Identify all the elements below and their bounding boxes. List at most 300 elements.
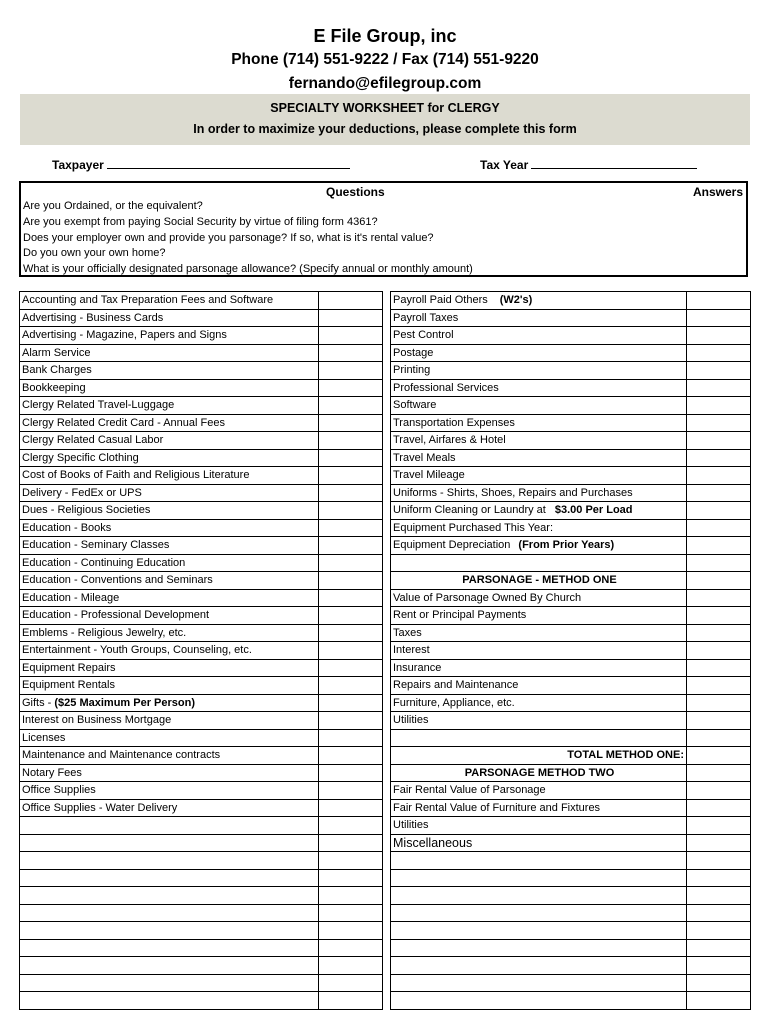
left-row xyxy=(20,747,383,765)
left-row xyxy=(20,869,383,887)
left-row xyxy=(20,992,383,1010)
right-label-travel-meals xyxy=(391,449,687,467)
worksheet-banner xyxy=(20,94,750,145)
left-label-blank-34 xyxy=(20,887,319,905)
right-item-text: Equipment Purchased This Year: xyxy=(393,521,554,534)
left-label-blank-32 xyxy=(20,852,319,870)
left-item-text: Cost of Books of Faith and Religious Literature xyxy=(22,469,250,482)
right-label-payroll-paid-others xyxy=(391,292,687,310)
right-answer-cell[interactable] xyxy=(687,379,751,397)
right-label-total-method-one xyxy=(391,747,687,765)
left-answer-cell[interactable] xyxy=(319,659,383,677)
right-label-interest xyxy=(391,642,687,660)
left-item-text: Alarm Service xyxy=(22,346,91,359)
expenses-table-left xyxy=(19,291,383,1010)
right-row xyxy=(391,292,751,310)
right-row xyxy=(391,327,751,345)
right-item-text: Postage xyxy=(393,346,434,359)
left-row xyxy=(20,607,383,625)
left-row xyxy=(20,712,383,730)
tax-year-field[interactable] xyxy=(480,157,697,172)
right-answer-cell[interactable] xyxy=(687,782,751,800)
right-label-printing xyxy=(391,362,687,380)
tax-year-label: Tax Year xyxy=(480,158,529,172)
left-row xyxy=(20,362,383,380)
left-row xyxy=(20,327,383,345)
right-item-text: PARSONAGE METHOD TWO xyxy=(464,766,615,779)
right-answer-cell[interactable] xyxy=(687,502,751,520)
laundry-rate-note: $3.00 Per Load xyxy=(554,504,633,517)
left-item-text: Equipment Rentals xyxy=(22,679,115,692)
left-row xyxy=(20,309,383,327)
left-label-office-supplies xyxy=(20,782,319,800)
left-answer-cell[interactable] xyxy=(319,764,383,782)
right-row xyxy=(391,537,751,555)
left-answer-cell[interactable] xyxy=(319,344,383,362)
right-row xyxy=(391,607,751,625)
left-row xyxy=(20,817,383,835)
left-answer-cell[interactable] xyxy=(319,869,383,887)
left-label-accounting-and-tax-preparation-fees-and-software xyxy=(20,292,319,310)
left-label-advertising-business-cards xyxy=(20,309,319,327)
right-item-text: Uniform Cleaning or Laundry at xyxy=(393,504,546,517)
right-row xyxy=(391,957,751,975)
left-row xyxy=(20,694,383,712)
left-row xyxy=(20,519,383,537)
right-row xyxy=(391,869,751,887)
right-label-parsonage-method-one xyxy=(391,572,687,590)
right-item-text: Travel, Airfares & Hotel xyxy=(393,434,506,447)
left-label-blank-37 xyxy=(20,939,319,957)
question-ordained: Are you Ordained, or the equivalent? xyxy=(23,200,203,212)
left-row xyxy=(20,729,383,747)
left-label-notary-fees xyxy=(20,764,319,782)
left-row xyxy=(20,554,383,572)
right-row xyxy=(391,467,751,485)
left-label-bookkeeping xyxy=(20,379,319,397)
right-row xyxy=(391,502,751,520)
left-answer-cell[interactable] xyxy=(319,939,383,957)
right-label-software xyxy=(391,397,687,415)
left-label-blank-40 xyxy=(20,992,319,1010)
right-item-text: Professional Services xyxy=(393,381,499,394)
left-label-blank-39 xyxy=(20,974,319,992)
right-answer-cell[interactable] xyxy=(687,869,751,887)
left-label-advertising-magazine-papers-and-signs xyxy=(20,327,319,345)
left-answer-cell[interactable] xyxy=(319,782,383,800)
right-answer-cell[interactable] xyxy=(687,939,751,957)
right-row xyxy=(391,589,751,607)
right-row xyxy=(391,992,751,1010)
company-name: E File Group, inc xyxy=(313,26,457,46)
right-label-blank-37 xyxy=(391,939,687,957)
left-label-blank-30 xyxy=(20,817,319,835)
left-row xyxy=(20,887,383,905)
right-answer-cell[interactable] xyxy=(687,414,751,432)
left-item-text: Emblems - Religious Jewelry, etc. xyxy=(22,626,187,639)
right-answer-cell[interactable] xyxy=(687,362,751,380)
right-label-blank-33 xyxy=(391,869,687,887)
right-answer-cell[interactable] xyxy=(687,519,751,537)
left-item-text: Education - Books xyxy=(22,521,112,534)
right-row xyxy=(391,747,751,765)
right-row xyxy=(391,939,751,957)
left-answer-cell[interactable] xyxy=(319,852,383,870)
right-label-equipment-purchased-this-year xyxy=(391,519,687,537)
left-row xyxy=(20,449,383,467)
left-item-text: Office Supplies - Water Delivery xyxy=(22,801,178,814)
left-row xyxy=(20,537,383,555)
left-item-text: Education - Professional Development xyxy=(22,609,210,622)
right-item-text: TOTAL METHOD ONE: xyxy=(567,749,684,762)
left-answer-cell[interactable] xyxy=(319,379,383,397)
left-item-text: Advertising - Magazine, Papers and Signs xyxy=(22,329,227,342)
right-label-blank-38 xyxy=(391,957,687,975)
right-answer-cell[interactable] xyxy=(687,327,751,345)
taxpayer-label: Taxpayer xyxy=(52,158,104,172)
right-label-pest-control xyxy=(391,327,687,345)
right-label-professional-services xyxy=(391,379,687,397)
right-answer-cell[interactable] xyxy=(687,729,751,747)
left-label-cost-of-books-of-faith-and-religious-literature xyxy=(20,467,319,485)
left-label-equipment-repairs xyxy=(20,659,319,677)
right-label-blank-34 xyxy=(391,887,687,905)
left-label-clergy-related-credit-card-annual-fees xyxy=(20,414,319,432)
right-item-text: Payroll Paid Others xyxy=(393,294,488,307)
left-item-text: Bank Charges xyxy=(22,364,92,377)
left-row xyxy=(20,922,383,940)
left-label-blank-35 xyxy=(20,904,319,922)
left-row xyxy=(20,502,383,520)
left-answer-cell[interactable] xyxy=(319,712,383,730)
right-answer-cell[interactable] xyxy=(687,607,751,625)
left-label-clergy-related-travel-luggage xyxy=(20,397,319,415)
right-row xyxy=(391,834,751,852)
left-answer-cell[interactable] xyxy=(319,957,383,975)
right-label-fair-rental-value-of-parsonage xyxy=(391,782,687,800)
left-answer-cell[interactable] xyxy=(319,432,383,450)
right-answer-cell[interactable] xyxy=(687,834,751,852)
right-answer-cell[interactable] xyxy=(687,467,751,485)
left-item-text: Entertainment - Youth Groups, Counseling, etc. xyxy=(22,644,252,657)
company-phone-fax: Phone (714) 551-9222 / Fax (714) 551-9220 xyxy=(231,51,539,68)
left-label-gifts xyxy=(20,694,319,712)
left-answer-cell[interactable] xyxy=(319,887,383,905)
right-item-text: Repairs and Maintenance xyxy=(393,679,519,692)
right-item-text: Transportation Expenses xyxy=(393,416,515,429)
left-item-text: Delivery - FedEx or UPS xyxy=(22,486,142,499)
left-row xyxy=(20,974,383,992)
right-label-furniture-appliance-etc xyxy=(391,694,687,712)
left-row xyxy=(20,764,383,782)
left-item-text: Accounting and Tax Preparation Fees and Software xyxy=(22,294,274,307)
left-answer-cell[interactable] xyxy=(319,642,383,660)
right-row xyxy=(391,449,751,467)
right-answer-cell[interactable] xyxy=(687,764,751,782)
right-answer-cell[interactable] xyxy=(687,537,751,555)
right-answer-cell[interactable] xyxy=(687,904,751,922)
left-row xyxy=(20,484,383,502)
left-item-text: Equipment Repairs xyxy=(22,661,116,674)
company-email: fernando@efilegroup.com xyxy=(288,75,482,92)
left-label-maintenance-and-maintenance-contracts xyxy=(20,747,319,765)
left-label-bank-charges xyxy=(20,362,319,380)
left-answer-cell[interactable] xyxy=(319,607,383,625)
right-item-text: Interest xyxy=(393,644,430,657)
left-item-text: Interest on Business Mortgage xyxy=(22,714,172,727)
left-item-text: Notary Fees xyxy=(22,766,82,779)
right-item-text: Printing xyxy=(393,364,431,377)
left-item-text: Advertising - Business Cards xyxy=(22,311,164,324)
left-row xyxy=(20,397,383,415)
right-label-travel-airfares-hotel xyxy=(391,432,687,450)
answers-header: Answers xyxy=(692,185,743,199)
left-label-entertainment-youth-groups-counseling-etc xyxy=(20,642,319,660)
right-answer-cell[interactable] xyxy=(687,449,751,467)
right-row xyxy=(391,712,751,730)
left-answer-cell[interactable] xyxy=(319,904,383,922)
left-label-education-books xyxy=(20,519,319,537)
right-row xyxy=(391,887,751,905)
right-item-text: Insurance xyxy=(393,661,442,674)
left-answer-cell[interactable] xyxy=(319,484,383,502)
right-answer-cell[interactable] xyxy=(687,747,751,765)
tax-year-line[interactable] xyxy=(531,157,697,169)
left-label-emblems-religious-jewelry-etc xyxy=(20,624,319,642)
left-answer-cell[interactable] xyxy=(319,519,383,537)
left-row xyxy=(20,344,383,362)
right-answer-cell[interactable] xyxy=(687,554,751,572)
left-answer-cell[interactable] xyxy=(319,922,383,940)
left-label-licenses xyxy=(20,729,319,747)
right-label-uniform-cleaning-or-laundry-at xyxy=(391,502,687,520)
right-item-text: Utilities xyxy=(393,819,429,832)
left-label-blank-36 xyxy=(20,922,319,940)
right-label-utilities xyxy=(391,712,687,730)
left-item-text: Education - Conventions and Seminars xyxy=(22,574,213,587)
right-answer-cell[interactable] xyxy=(687,292,751,310)
right-item-text: Travel Mileage xyxy=(393,469,465,482)
right-answer-cell[interactable] xyxy=(687,957,751,975)
right-row xyxy=(391,362,751,380)
left-answer-cell[interactable] xyxy=(319,974,383,992)
right-item-text: Utilities xyxy=(393,714,429,727)
left-row xyxy=(20,659,383,677)
right-item-text: Uniforms - Shirts, Shoes, Repairs and Purchases xyxy=(393,486,633,499)
left-answer-cell[interactable] xyxy=(319,309,383,327)
right-answer-cell[interactable] xyxy=(687,309,751,327)
right-answer-cell[interactable] xyxy=(687,974,751,992)
right-answer-cell[interactable] xyxy=(687,344,751,362)
right-label-taxes xyxy=(391,624,687,642)
left-label-education-professional-development xyxy=(20,607,319,625)
right-row xyxy=(391,764,751,782)
right-label-blank-39 xyxy=(391,974,687,992)
right-item-text: Travel Meals xyxy=(393,451,456,464)
right-row xyxy=(391,554,751,572)
right-item-text: Software xyxy=(393,399,437,412)
right-row xyxy=(391,922,751,940)
right-item-text: PARSONAGE - METHOD ONE xyxy=(462,574,617,587)
right-label-miscellaneous xyxy=(391,834,687,852)
left-item-text: Bookkeeping xyxy=(22,381,86,394)
right-row xyxy=(391,572,751,590)
right-answer-cell[interactable] xyxy=(687,922,751,940)
left-answer-cell[interactable] xyxy=(319,362,383,380)
left-row xyxy=(20,852,383,870)
left-answer-cell[interactable] xyxy=(319,747,383,765)
right-label-equipment-depreciation xyxy=(391,537,687,555)
left-answer-cell[interactable] xyxy=(319,414,383,432)
left-row xyxy=(20,939,383,957)
questions-box xyxy=(19,181,748,277)
right-answer-cell[interactable] xyxy=(687,572,751,590)
right-answer-cell[interactable] xyxy=(687,712,751,730)
left-answer-cell[interactable] xyxy=(319,694,383,712)
right-item-text: Fair Rental Value of Parsonage xyxy=(393,784,546,797)
left-answer-cell[interactable] xyxy=(319,397,383,415)
right-answer-cell[interactable] xyxy=(687,677,751,695)
right-answer-cell[interactable] xyxy=(687,817,751,835)
left-answer-cell[interactable] xyxy=(319,537,383,555)
right-item-text: Value of Parsonage Owned By Church xyxy=(393,591,582,604)
right-answer-cell[interactable] xyxy=(687,397,751,415)
left-item-text: Gifts - xyxy=(22,696,55,709)
left-answer-cell[interactable] xyxy=(319,624,383,642)
right-answer-cell[interactable] xyxy=(687,992,751,1010)
questions-header: Questions xyxy=(326,185,385,199)
worksheet-title: SPECIALTY WORKSHEET for CLERGY xyxy=(270,101,500,115)
right-answer-cell[interactable] xyxy=(687,694,751,712)
right-answer-cell[interactable] xyxy=(687,589,751,607)
right-answer-cell[interactable] xyxy=(687,642,751,660)
prior-years-note: (From Prior Years) xyxy=(518,539,615,552)
taxpayer-field[interactable] xyxy=(52,157,350,172)
w2-note: (W2's) xyxy=(499,294,533,307)
right-answer-cell[interactable] xyxy=(687,432,751,450)
left-label-blank-38 xyxy=(20,957,319,975)
question-parsonage-allowance: What is your officially designated parsonage allowance? (Specify annual or monthly amount) xyxy=(23,263,473,275)
right-row xyxy=(391,642,751,660)
right-label-fair-rental-value-of-furniture-and-fixtures xyxy=(391,799,687,817)
left-label-blank-33 xyxy=(20,869,319,887)
left-answer-cell[interactable] xyxy=(319,502,383,520)
left-answer-cell[interactable] xyxy=(319,292,383,310)
right-answer-cell[interactable] xyxy=(687,659,751,677)
left-label-clergy-specific-clothing xyxy=(20,449,319,467)
left-label-education-continuing-education xyxy=(20,554,319,572)
left-item-text: Education - Continuing Education xyxy=(22,556,186,569)
left-row xyxy=(20,624,383,642)
left-answer-cell[interactable] xyxy=(319,467,383,485)
right-item-text: Fair Rental Value of Furniture and Fixtures xyxy=(393,801,601,814)
right-row xyxy=(391,397,751,415)
right-row xyxy=(391,659,751,677)
right-label-value-of-parsonage-owned-by-church xyxy=(391,589,687,607)
left-row xyxy=(20,957,383,975)
right-row xyxy=(391,484,751,502)
left-answer-cell[interactable] xyxy=(319,992,383,1010)
left-answer-cell[interactable] xyxy=(319,554,383,572)
right-label-payroll-taxes xyxy=(391,309,687,327)
left-row xyxy=(20,467,383,485)
right-answer-cell[interactable] xyxy=(687,484,751,502)
right-label-blank-35 xyxy=(391,904,687,922)
right-label-travel-mileage xyxy=(391,467,687,485)
right-row xyxy=(391,817,751,835)
left-answer-cell[interactable] xyxy=(319,729,383,747)
left-answer-cell[interactable] xyxy=(319,799,383,817)
right-row xyxy=(391,414,751,432)
left-item-text: Maintenance and Maintenance contracts xyxy=(22,749,221,762)
right-answer-cell[interactable] xyxy=(687,887,751,905)
right-answer-cell[interactable] xyxy=(687,852,751,870)
left-row xyxy=(20,432,383,450)
right-label-blank-15 xyxy=(391,554,687,572)
left-item-text: Licenses xyxy=(22,731,66,744)
left-label-dues-religious-societies xyxy=(20,502,319,520)
right-row xyxy=(391,624,751,642)
left-item-text: Education - Seminary Classes xyxy=(22,539,170,552)
right-row xyxy=(391,799,751,817)
left-item-text: Office Supplies xyxy=(22,784,96,797)
question-social-security: Are you exempt from paying Social Security by virtue of filing form 4361? xyxy=(23,216,378,228)
left-answer-cell[interactable] xyxy=(319,677,383,695)
left-label-education-seminary-classes xyxy=(20,537,319,555)
left-item-text: Dues - Religious Societies xyxy=(22,504,151,517)
right-row xyxy=(391,344,751,362)
left-row xyxy=(20,834,383,852)
left-label-equipment-rentals xyxy=(20,677,319,695)
right-label-parsonage-method-two xyxy=(391,764,687,782)
taxpayer-line[interactable] xyxy=(107,157,350,169)
left-answer-cell[interactable] xyxy=(319,572,383,590)
right-row xyxy=(391,379,751,397)
right-row xyxy=(391,729,751,747)
left-row xyxy=(20,782,383,800)
right-row xyxy=(391,519,751,537)
right-label-repairs-and-maintenance xyxy=(391,677,687,695)
right-row xyxy=(391,974,751,992)
left-label-clergy-related-casual-labor xyxy=(20,432,319,450)
right-answer-cell[interactable] xyxy=(687,799,751,817)
left-answer-cell[interactable] xyxy=(319,834,383,852)
right-answer-cell[interactable] xyxy=(687,624,751,642)
right-label-blank-32 xyxy=(391,852,687,870)
left-answer-cell[interactable] xyxy=(319,589,383,607)
left-answer-cell[interactable] xyxy=(319,449,383,467)
right-item-text: Miscellaneous xyxy=(393,835,473,850)
right-row xyxy=(391,782,751,800)
right-label-blank-40 xyxy=(391,992,687,1010)
right-label-postage xyxy=(391,344,687,362)
left-row xyxy=(20,904,383,922)
left-answer-cell[interactable] xyxy=(319,817,383,835)
question-parsonage-provided: Does your employer own and provide you parsonage? If so, what is it's rental value? xyxy=(23,232,434,244)
right-item-text: Payroll Taxes xyxy=(393,311,459,324)
right-label-rent-or-principal-payments xyxy=(391,607,687,625)
right-label-insurance xyxy=(391,659,687,677)
left-label-interest-on-business-mortgage xyxy=(20,712,319,730)
right-row xyxy=(391,309,751,327)
right-item-text: Equipment Depreciation xyxy=(393,539,511,552)
right-row xyxy=(391,432,751,450)
left-label-office-supplies-water-delivery xyxy=(20,799,319,817)
left-answer-cell[interactable] xyxy=(319,327,383,345)
right-label-uniforms-shirts-shoes-repairs-and-purchases xyxy=(391,484,687,502)
left-label-alarm-service xyxy=(20,344,319,362)
right-row xyxy=(391,694,751,712)
